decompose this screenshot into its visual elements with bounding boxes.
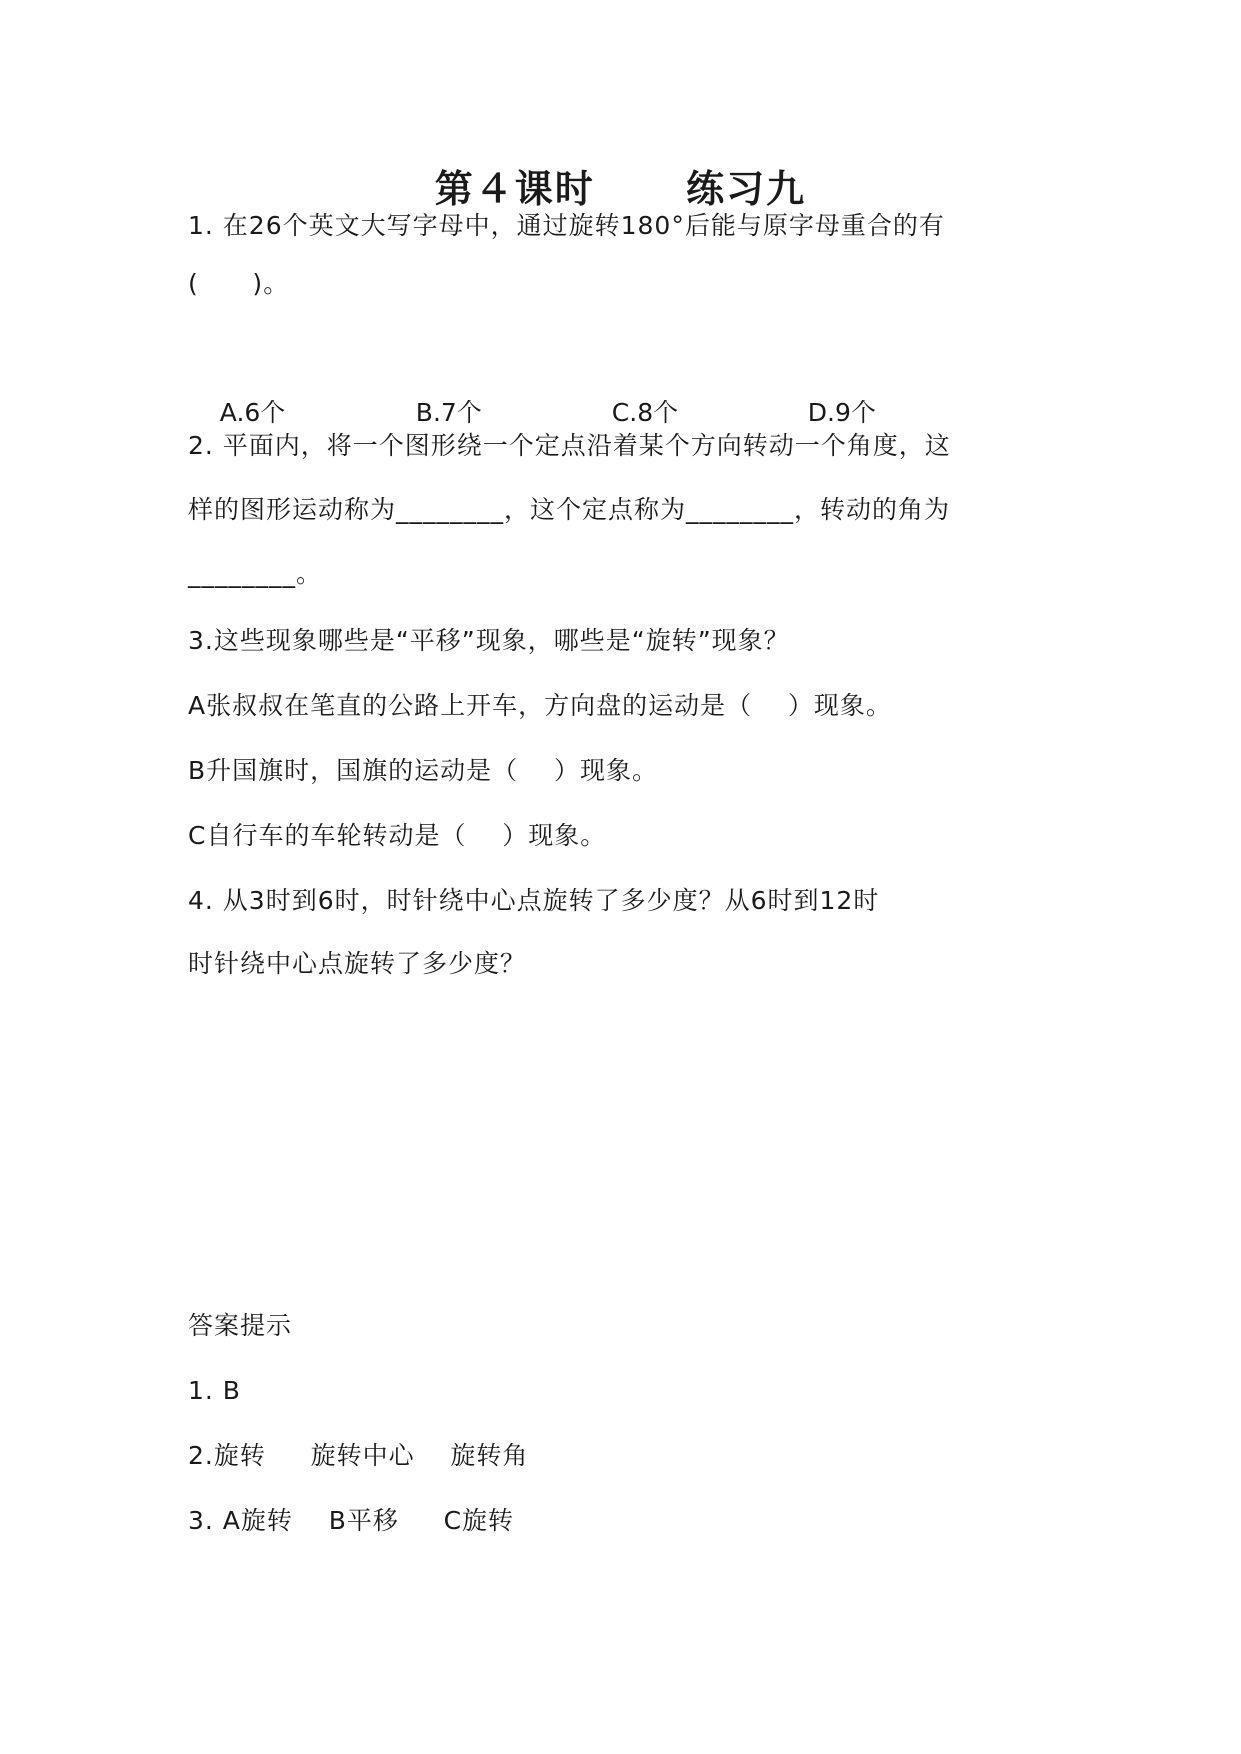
question-3-item-b: B升国旗时，国旗的运动是（ ）现象。 [188, 756, 658, 785]
question-3-item-c: C自行车的车轮转动是（ ）现象。 [188, 821, 607, 850]
answer-3: 3. A旋转 B平移 C旋转 [188, 1506, 515, 1535]
answers-heading: 答案提示 [188, 1311, 293, 1340]
question-3-item-a: A张叔叔在笔直的公路上开车，方向盘的运动是（ ）现象。 [188, 691, 892, 720]
answer-2: 2.旋转 旋转中心 旋转角 [188, 1441, 529, 1470]
option-d: D.9个 [807, 398, 876, 427]
option-c: C.8个 [611, 398, 679, 427]
option-a: A.6个 [219, 398, 286, 427]
answer-1: 1. B [188, 1376, 241, 1405]
question-4-line-2: 时针绕中心点旋转了多少度？ [188, 949, 527, 978]
option-b: B.7个 [415, 398, 482, 427]
question-3-line-1: 3.这些现象哪些是“平移”现象，哪些是“旋转”现象？ [188, 626, 790, 655]
question-1-line-1: 1. 在26个英文大写字母中，通过旋转180°后能与原字母重合的有 [188, 211, 945, 240]
question-2-line-1: 2. 平面内，将一个图形绕一个定点沿着某个方向转动一个角度，这 [188, 431, 951, 460]
question-4-line-1: 4. 从3时到6时，时针绕中心点旋转了多少度？从6时到12时 [188, 886, 880, 915]
question-2-line-2: 样的图形运动称为________，这个定点称为________，转动的角为 [188, 495, 951, 524]
question-1-line-2: ( )。 [188, 269, 290, 298]
page-title: 第４课时 练习九 [434, 167, 807, 211]
question-2-line-3: ________。 [188, 559, 323, 588]
